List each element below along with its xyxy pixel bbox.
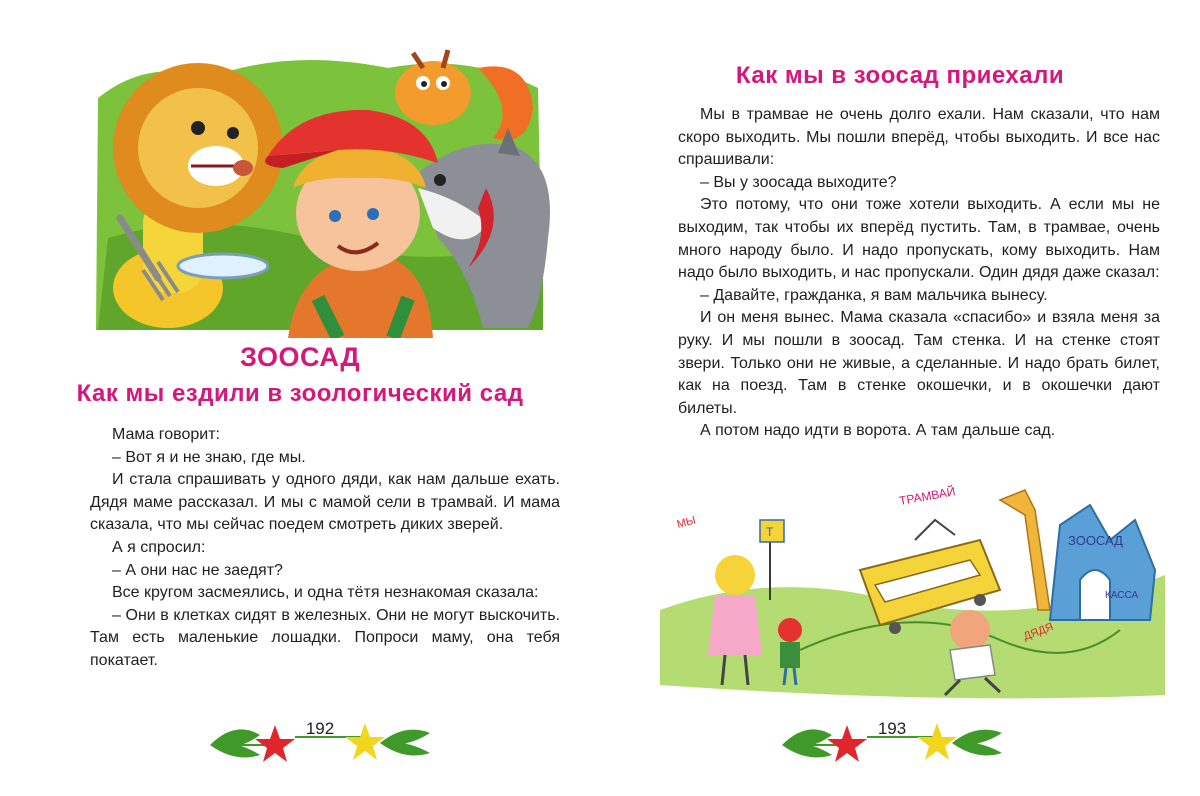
chapter-heading: ЗООСАД — [239, 342, 361, 372]
paragraph: Мама говорит: — [112, 426, 220, 443]
page-number-ornament — [205, 715, 435, 765]
zoo-animals-illustration — [88, 38, 558, 338]
paragraph: А потом надо идти в ворота. А там дальше сад. — [700, 422, 1056, 440]
paragraph: Мы в трамвае не очень долго ехали. Нам сказали, что нам скоро выходить. Мы пошли вперёд, чтобы выходить. И все нас спрашивали: — [678, 106, 1160, 169]
paragraph: И стала спрашивать у одного дяди, как нам дальше ехать. Дядя маме рассказал. И мы с мамой сели в трамвай. И мама сказала, что мы сейчас поедем смотреть диких зверей. — [90, 471, 560, 534]
zoo-gate — [1050, 505, 1155, 620]
tram-label: ТРАМВАЙ — [898, 484, 957, 508]
svg-text:Т: Т — [766, 525, 774, 539]
page-number: 192 — [305, 719, 335, 738]
paragraph: И он меня вынес. Мама сказала «спасибо» и взяла меня за руку. И мы пошли в зоосад. Там стенка. И на стенке стоят звери. Только они не живые, а сделанные. И надо брать билет, как на поезд. Там в стенке окошечки, и в окошечки дают билеты. — [678, 309, 1160, 417]
tram-zoo-illustration — [650, 480, 1170, 705]
left-page-text — [90, 424, 560, 673]
yellow-star-icon — [345, 723, 385, 760]
section-title: Как мы в зоосад приехали — [735, 62, 1065, 89]
man-label: ДЯДЯ — [1021, 621, 1055, 643]
red-star-icon — [827, 725, 867, 762]
paragraph: Все кругом засмеялись, и одна тётя незнакомая сказала: — [112, 584, 539, 602]
right-page — [600, 0, 1200, 796]
paragraph: – Они в клетках сидят в железных. Они не могут выскочить. Там есть маленькие лошадки. Попроси маму, она тебя покатает. — [90, 606, 560, 669]
paragraph: – Вы у зоосада выходите? — [700, 173, 897, 191]
paragraph: – А они нас не заедят? — [112, 561, 283, 579]
red-star-icon — [255, 725, 295, 762]
page-number: 193 — [877, 719, 907, 738]
paragraph: – Вот я и не знаю, где мы. — [112, 448, 306, 466]
paragraph: А я спросил: — [112, 538, 206, 556]
page-number-ornament — [777, 715, 1007, 765]
right-page-text — [678, 104, 1160, 443]
giraffe — [1000, 490, 1050, 610]
paragraph: Это потому, что они тоже хотели выходить. А если мы не выходим, так чтобы их вперёд пустить. Там, в трамвае, очень много народу было. И надо пропускать, кому выходить. Нам надо было выходить, и нас пропускали. Один дядя даже сказал: — [678, 196, 1160, 282]
gate-label: ЗООСАД — [1068, 533, 1123, 548]
yellow-star-icon — [917, 723, 957, 760]
paragraph: – Давайте, гражданка, я вам мальчика вынесу. — [700, 286, 1048, 304]
mom-label: МЫ — [675, 514, 698, 531]
section-title: Как мы ездили в зоологический сад — [76, 380, 524, 407]
ticket-label: КАССА — [1105, 590, 1139, 601]
